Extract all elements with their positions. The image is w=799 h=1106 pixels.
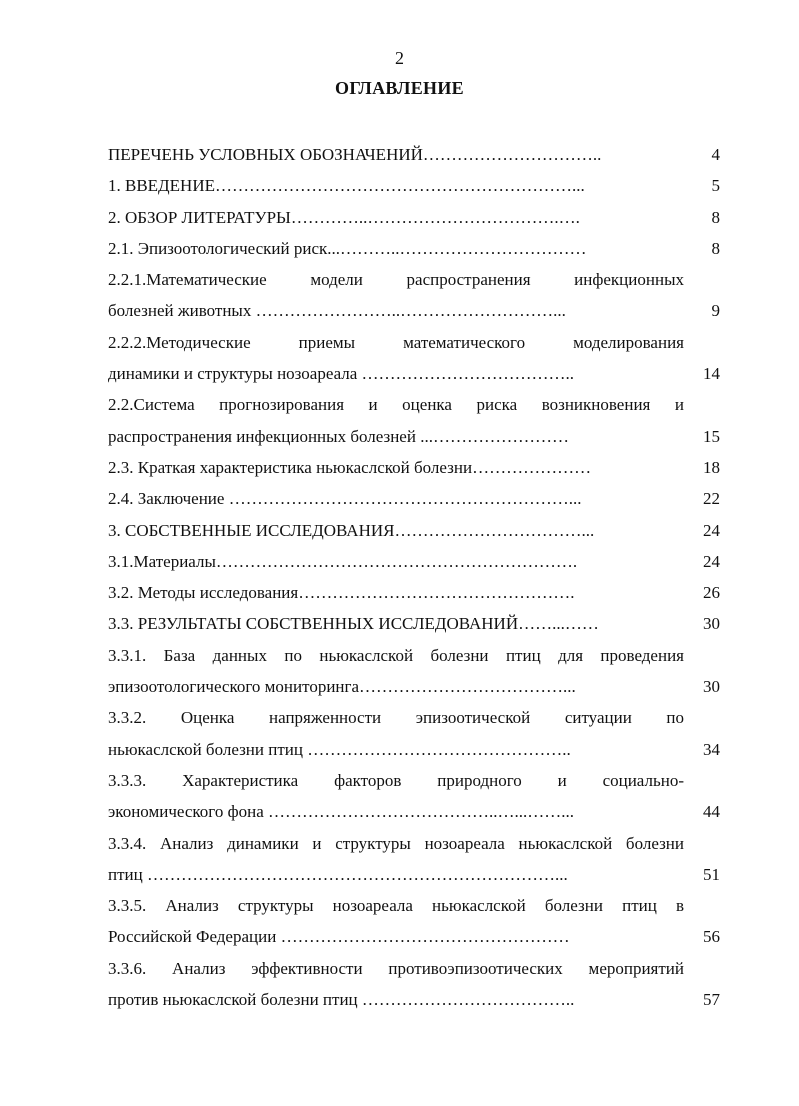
toc-line (108, 202, 720, 233)
toc-entry (108, 389, 720, 452)
toc-entry (108, 546, 720, 577)
toc-entry (108, 953, 720, 1016)
toc-entry (108, 139, 720, 170)
toc-entry (108, 765, 720, 828)
toc-page-number: 24 (703, 520, 720, 540)
toc-entry-text: Российской Федерации …………………………………………… (108, 927, 570, 947)
toc-line (108, 890, 720, 921)
toc-entry-text: распространения инфекционных болезней ...…………………… (108, 426, 569, 446)
toc-page-number: 8 (711, 238, 720, 258)
toc-line (108, 233, 720, 264)
toc-entry-text: 2.4. Заключение ……………………………………………………... (108, 489, 582, 509)
toc-entry-text: 3.3. РЕЗУЛЬТАТЫ СОБСТВЕННЫХ ИССЛЕДОВАНИЙ……...…… (108, 614, 599, 634)
toc-entry (108, 702, 720, 765)
toc-page-number: 44 (703, 802, 720, 822)
toc-page-number: 26 (703, 583, 720, 603)
toc-entry-text: эпизоотологического мониторинга………………………………... (108, 677, 576, 697)
toc-line (108, 452, 720, 483)
toc-page-number: 56 (703, 927, 720, 947)
toc-page-number: 18 (703, 457, 720, 477)
toc-line (108, 327, 720, 358)
toc-line (108, 170, 720, 201)
toc-entry-text: 2. ОБЗОР ЛИТЕРАТУРЫ…………..…………………………….…. (108, 207, 580, 227)
toc-entry-text: птиц ………………………………………………………………... (108, 864, 568, 884)
toc-page-number: 34 (703, 739, 720, 759)
toc-page-number: 30 (703, 677, 720, 697)
toc-line (108, 546, 720, 577)
toc-entry (108, 264, 720, 327)
toc-line (108, 953, 720, 984)
toc-entry-text: 2.2.2.Методические приемы математического моделирования (108, 332, 684, 352)
toc-line (108, 828, 720, 859)
toc-line (108, 984, 720, 1015)
toc-page-number: 15 (703, 426, 720, 446)
page-number: 2 (395, 48, 404, 68)
toc-page-number: 9 (711, 301, 720, 321)
toc-page-number: 14 (703, 364, 720, 384)
toc-line (108, 139, 720, 170)
toc-line (108, 264, 720, 295)
toc-entry-text: 3.3.4. Анализ динамики и структуры нозоареала ньюкаслской болезни (108, 833, 684, 853)
toc-entry-text: 3.2. Методы исследования…………………………………………. (108, 583, 575, 603)
toc-entry-text: 3.1.Материалы………………………………………………………. (108, 551, 578, 571)
toc-line (108, 921, 720, 952)
toc-entry-text: 2.1. Эпизоотологический риск...………..…………………………… (108, 238, 587, 258)
toc-entry-text: против ньюкаслской болезни птиц ……………………………….. (108, 990, 575, 1010)
toc-entry-text: 2.2.Система прогнозирования и оценка риска возникновения и (108, 395, 684, 415)
toc-line (108, 734, 720, 765)
toc-entry (108, 327, 720, 390)
toc-entry-text: 3.3.5. Анализ структуры нозоареала ньюкаслской болезни птиц в (108, 896, 684, 916)
toc-line (108, 295, 720, 326)
toc-line (108, 483, 720, 514)
toc-entry (108, 640, 720, 703)
toc-line (108, 859, 720, 890)
toc-entry (108, 828, 720, 891)
toc-page-number: 8 (711, 207, 720, 227)
page-title: ОГЛАВЛЕНИЕ (335, 78, 464, 98)
toc-entry-text: динамики и структуры нозоареала ……………………………….. (108, 364, 575, 384)
toc-page-number: 24 (703, 551, 720, 571)
toc-line (108, 577, 720, 608)
toc-entry-text: ньюкаслской болезни птиц ……………………………………….. (108, 739, 571, 759)
toc-line (108, 702, 720, 733)
toc-page-number: 5 (711, 176, 720, 196)
toc-entry (108, 233, 720, 264)
toc-entry-text: 3.3.1. База данных по ньюкаслской болезни птиц для проведения (108, 645, 684, 665)
toc-entry-text: ПЕРЕЧЕНЬ УСЛОВНЫХ ОБОЗНАЧЕНИЙ………………………….. (108, 145, 602, 164)
toc-entry (108, 452, 720, 483)
toc-entry (108, 483, 720, 514)
toc-entry-text: болезней животных ……………………..………………………... (108, 301, 566, 321)
toc-entry-text: экономического фона …………………………………..…...……... (108, 802, 574, 822)
toc-entry-text: 1. ВВЕДЕНИЕ………………………………………………………... (108, 176, 585, 196)
toc-page-number: 30 (703, 614, 720, 634)
toc-line (108, 358, 720, 389)
toc-line (108, 765, 720, 796)
toc-entry-text: 3.3.2. Оценка напряженности эпизоотической ситуации по (108, 708, 684, 728)
toc-entry-text: 3.3.6. Анализ эффективности противоэпизоотических мероприятий (108, 958, 684, 978)
toc-entry (108, 608, 720, 639)
toc-entry-text: 2.2.1.Математические модели распространения инфекционных (108, 270, 684, 290)
toc-page-number: 51 (703, 864, 720, 884)
toc-entry-text: 2.3. Краткая характеристика ньюкаслской болезни………………… (108, 457, 592, 477)
toc-page-number: 22 (703, 489, 720, 509)
toc-page-number: 57 (703, 990, 720, 1010)
toc-line (108, 671, 720, 702)
toc-entry (108, 577, 720, 608)
toc-line (108, 640, 720, 671)
toc-entry (108, 202, 720, 233)
toc-entry-text: 3.3.3. Характеристика факторов природного и социально- (108, 770, 684, 790)
toc-line (108, 515, 720, 546)
toc-page-number: 4 (711, 145, 720, 164)
toc-entry (108, 890, 720, 953)
table-of-contents (108, 139, 720, 1015)
toc-entry (108, 170, 720, 201)
toc-line (108, 608, 720, 639)
toc-line (108, 389, 720, 420)
toc-entry (108, 515, 720, 546)
toc-line (108, 796, 720, 827)
toc-entry-text: 3. СОБСТВЕННЫЕ ИССЛЕДОВАНИЯ……………………………... (108, 520, 595, 540)
toc-line (108, 421, 720, 452)
